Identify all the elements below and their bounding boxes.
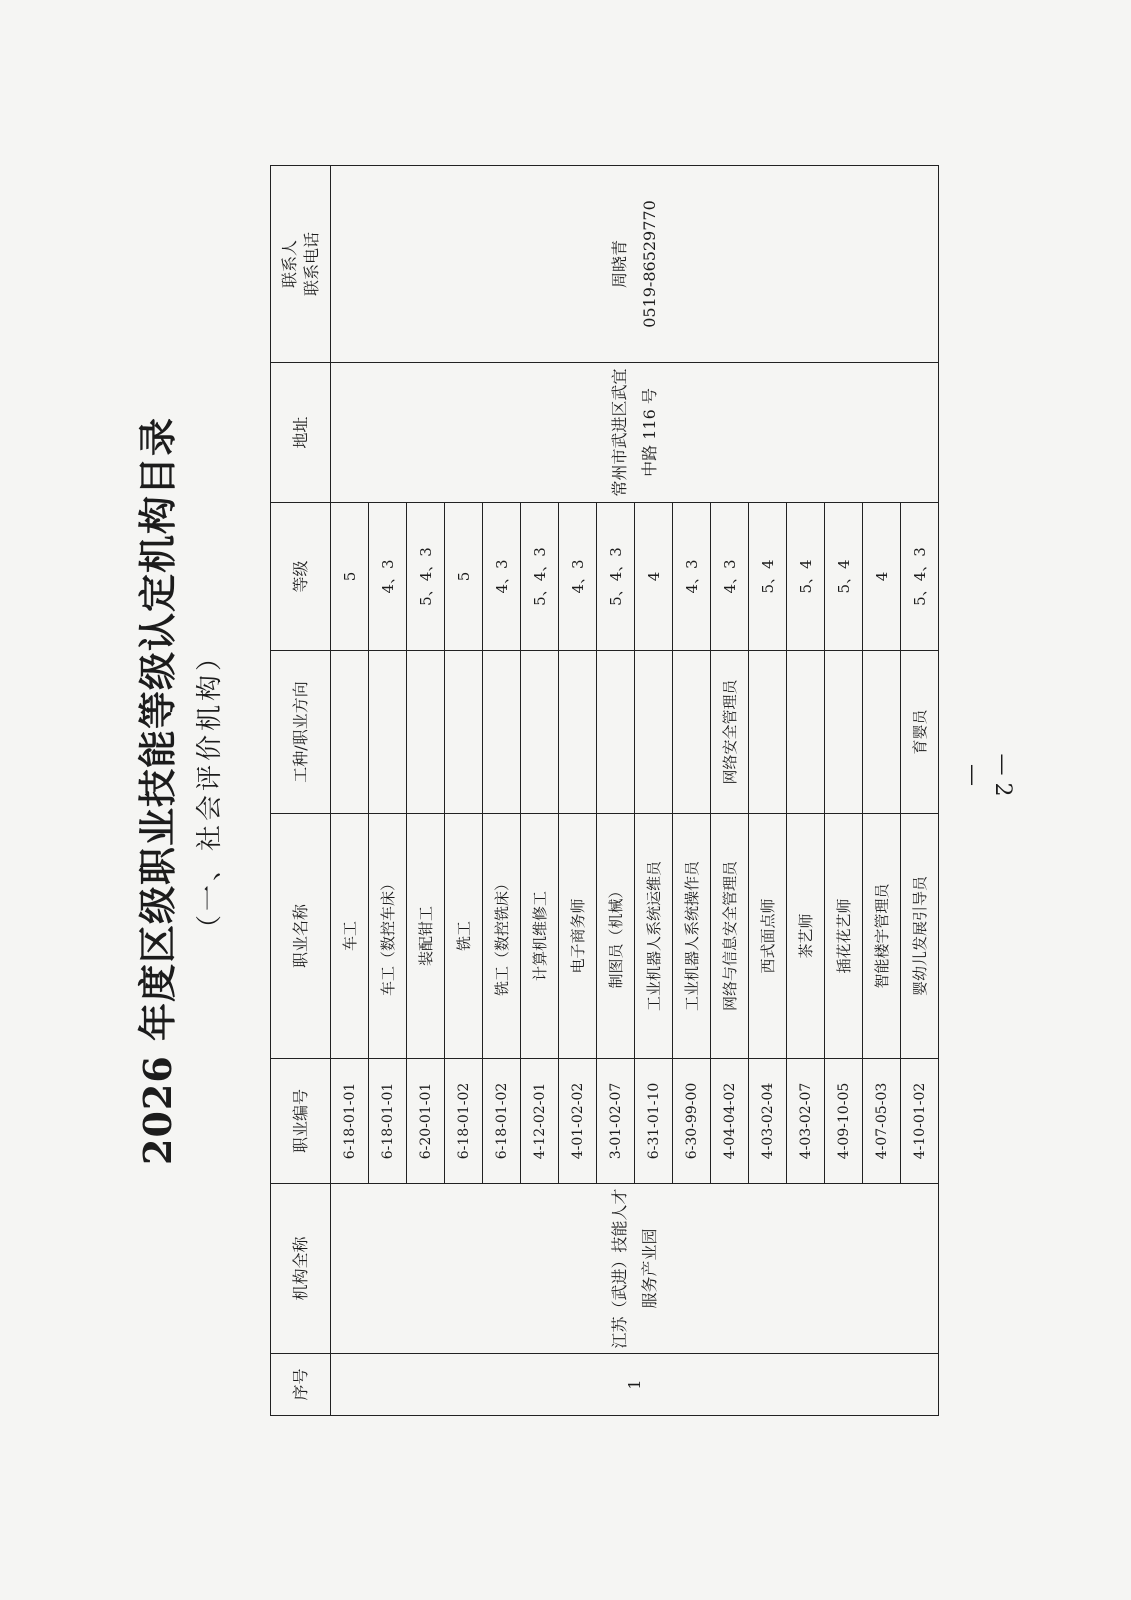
cell-occupation: 车工（数控车床） [369, 814, 407, 1059]
catalog-table [270, 165, 939, 1416]
page-number: — 2 — [960, 753, 1015, 797]
cell-direction [825, 651, 863, 814]
cell-occupation: 婴幼儿发展引导员 [901, 814, 939, 1059]
org-seq: 1 [331, 1354, 939, 1416]
cell-level: 5、4、3 [407, 503, 445, 651]
cell-direction [787, 651, 825, 814]
cell-direction: 网络安全管理员 [711, 651, 749, 814]
cell-code: 6-31-01-10 [635, 1059, 673, 1184]
cell-occupation: 智能楼宇管理员 [863, 814, 901, 1059]
cell-direction [407, 651, 445, 814]
cell-occupation: 计算机维修工 [521, 814, 559, 1059]
cell-occupation: 制图员（机械） [597, 814, 635, 1059]
header-level: 等级 [271, 503, 331, 651]
org-name: 江苏（武进）技能人才服务产业园 [331, 1184, 939, 1354]
cell-direction [863, 651, 901, 814]
cell-occupation: 工业机器人系统运维员 [635, 814, 673, 1059]
cell-occupation: 茶艺师 [787, 814, 825, 1059]
contact-name: 周晓青 [609, 240, 629, 289]
cell-occupation: 电子商务师 [559, 814, 597, 1059]
cell-occupation: 铣工（数控铣床） [483, 814, 521, 1059]
cell-level: 5 [445, 503, 483, 651]
cell-direction [635, 651, 673, 814]
cell-direction [483, 651, 521, 814]
cell-code: 6-18-01-01 [331, 1059, 369, 1184]
header-seq: 序号 [271, 1354, 331, 1416]
cell-direction [673, 651, 711, 814]
cell-level: 4、3 [559, 503, 597, 651]
cell-level: 5、4 [787, 503, 825, 651]
cell-direction [559, 651, 597, 814]
table-row [331, 166, 369, 1416]
cell-code: 3-01-02-07 [597, 1059, 635, 1184]
header-code: 职业编号 [271, 1059, 331, 1184]
cell-occupation: 插花花艺师 [825, 814, 863, 1059]
cell-level: 5、4、3 [901, 503, 939, 651]
cell-level: 5、4、3 [521, 503, 559, 651]
cell-occupation: 西式面点师 [749, 814, 787, 1059]
cell-code: 4-09-10-05 [825, 1059, 863, 1184]
cell-occupation: 装配钳工 [407, 814, 445, 1059]
cell-code: 6-18-01-01 [369, 1059, 407, 1184]
header-contact [271, 166, 331, 363]
header-direction: 工种/职业方向 [271, 651, 331, 814]
cell-level: 4、3 [711, 503, 749, 651]
cell-code: 4-07-05-03 [863, 1059, 901, 1184]
cell-occupation: 车工 [331, 814, 369, 1059]
document-title: 2026 年度区级职业技能等级认定机构目录 [135, 417, 180, 1165]
cell-direction [445, 651, 483, 814]
header-contact-phone: 联系电话 [301, 232, 321, 297]
cell-occupation: 铣工 [445, 814, 483, 1059]
cell-code: 6-30-99-00 [673, 1059, 711, 1184]
cell-level: 4、3 [673, 503, 711, 651]
catalog-body [331, 166, 939, 1416]
cell-level: 5 [331, 503, 369, 651]
header-occupation: 职业名称 [271, 814, 331, 1059]
rotated-content [128, 166, 968, 1416]
cell-direction [369, 651, 407, 814]
cell-occupation: 网络与信息安全管理员 [711, 814, 749, 1059]
cell-level: 5、4、3 [597, 503, 635, 651]
cell-direction: 育婴员 [901, 651, 939, 814]
header-address: 地址 [271, 363, 331, 503]
cell-code: 4-03-02-07 [787, 1059, 825, 1184]
cell-level: 4、3 [483, 503, 521, 651]
contact-phone: 0519-86529770 [639, 200, 659, 328]
cell-direction [521, 651, 559, 814]
cell-direction [597, 651, 635, 814]
header-row [271, 166, 331, 1416]
cell-code: 4-12-02-01 [521, 1059, 559, 1184]
cell-code: 4-03-02-04 [749, 1059, 787, 1184]
org-address: 常州市武进区武宜中路 116 号 [331, 363, 939, 503]
cell-level: 4、3 [369, 503, 407, 651]
cell-direction [331, 651, 369, 814]
cell-occupation: 工业机器人系统操作员 [673, 814, 711, 1059]
document-subtitle: （一、社会评价机构） [195, 641, 225, 942]
cell-code: 6-20-01-01 [407, 1059, 445, 1184]
cell-code: 6-18-01-02 [445, 1059, 483, 1184]
header-contact-name: 联系人 [279, 240, 299, 289]
cell-direction [749, 651, 787, 814]
header-org: 机构全称 [271, 1184, 331, 1354]
cell-level: 5、4 [749, 503, 787, 651]
cell-code: 4-01-02-02 [559, 1059, 597, 1184]
cell-code: 4-10-01-02 [901, 1059, 939, 1184]
cell-level: 4 [635, 503, 673, 651]
cell-code: 4-04-04-02 [711, 1059, 749, 1184]
cell-level: 4 [863, 503, 901, 651]
org-contact [331, 166, 939, 363]
cell-level: 5、4 [825, 503, 863, 651]
cell-code: 6-18-01-02 [483, 1059, 521, 1184]
